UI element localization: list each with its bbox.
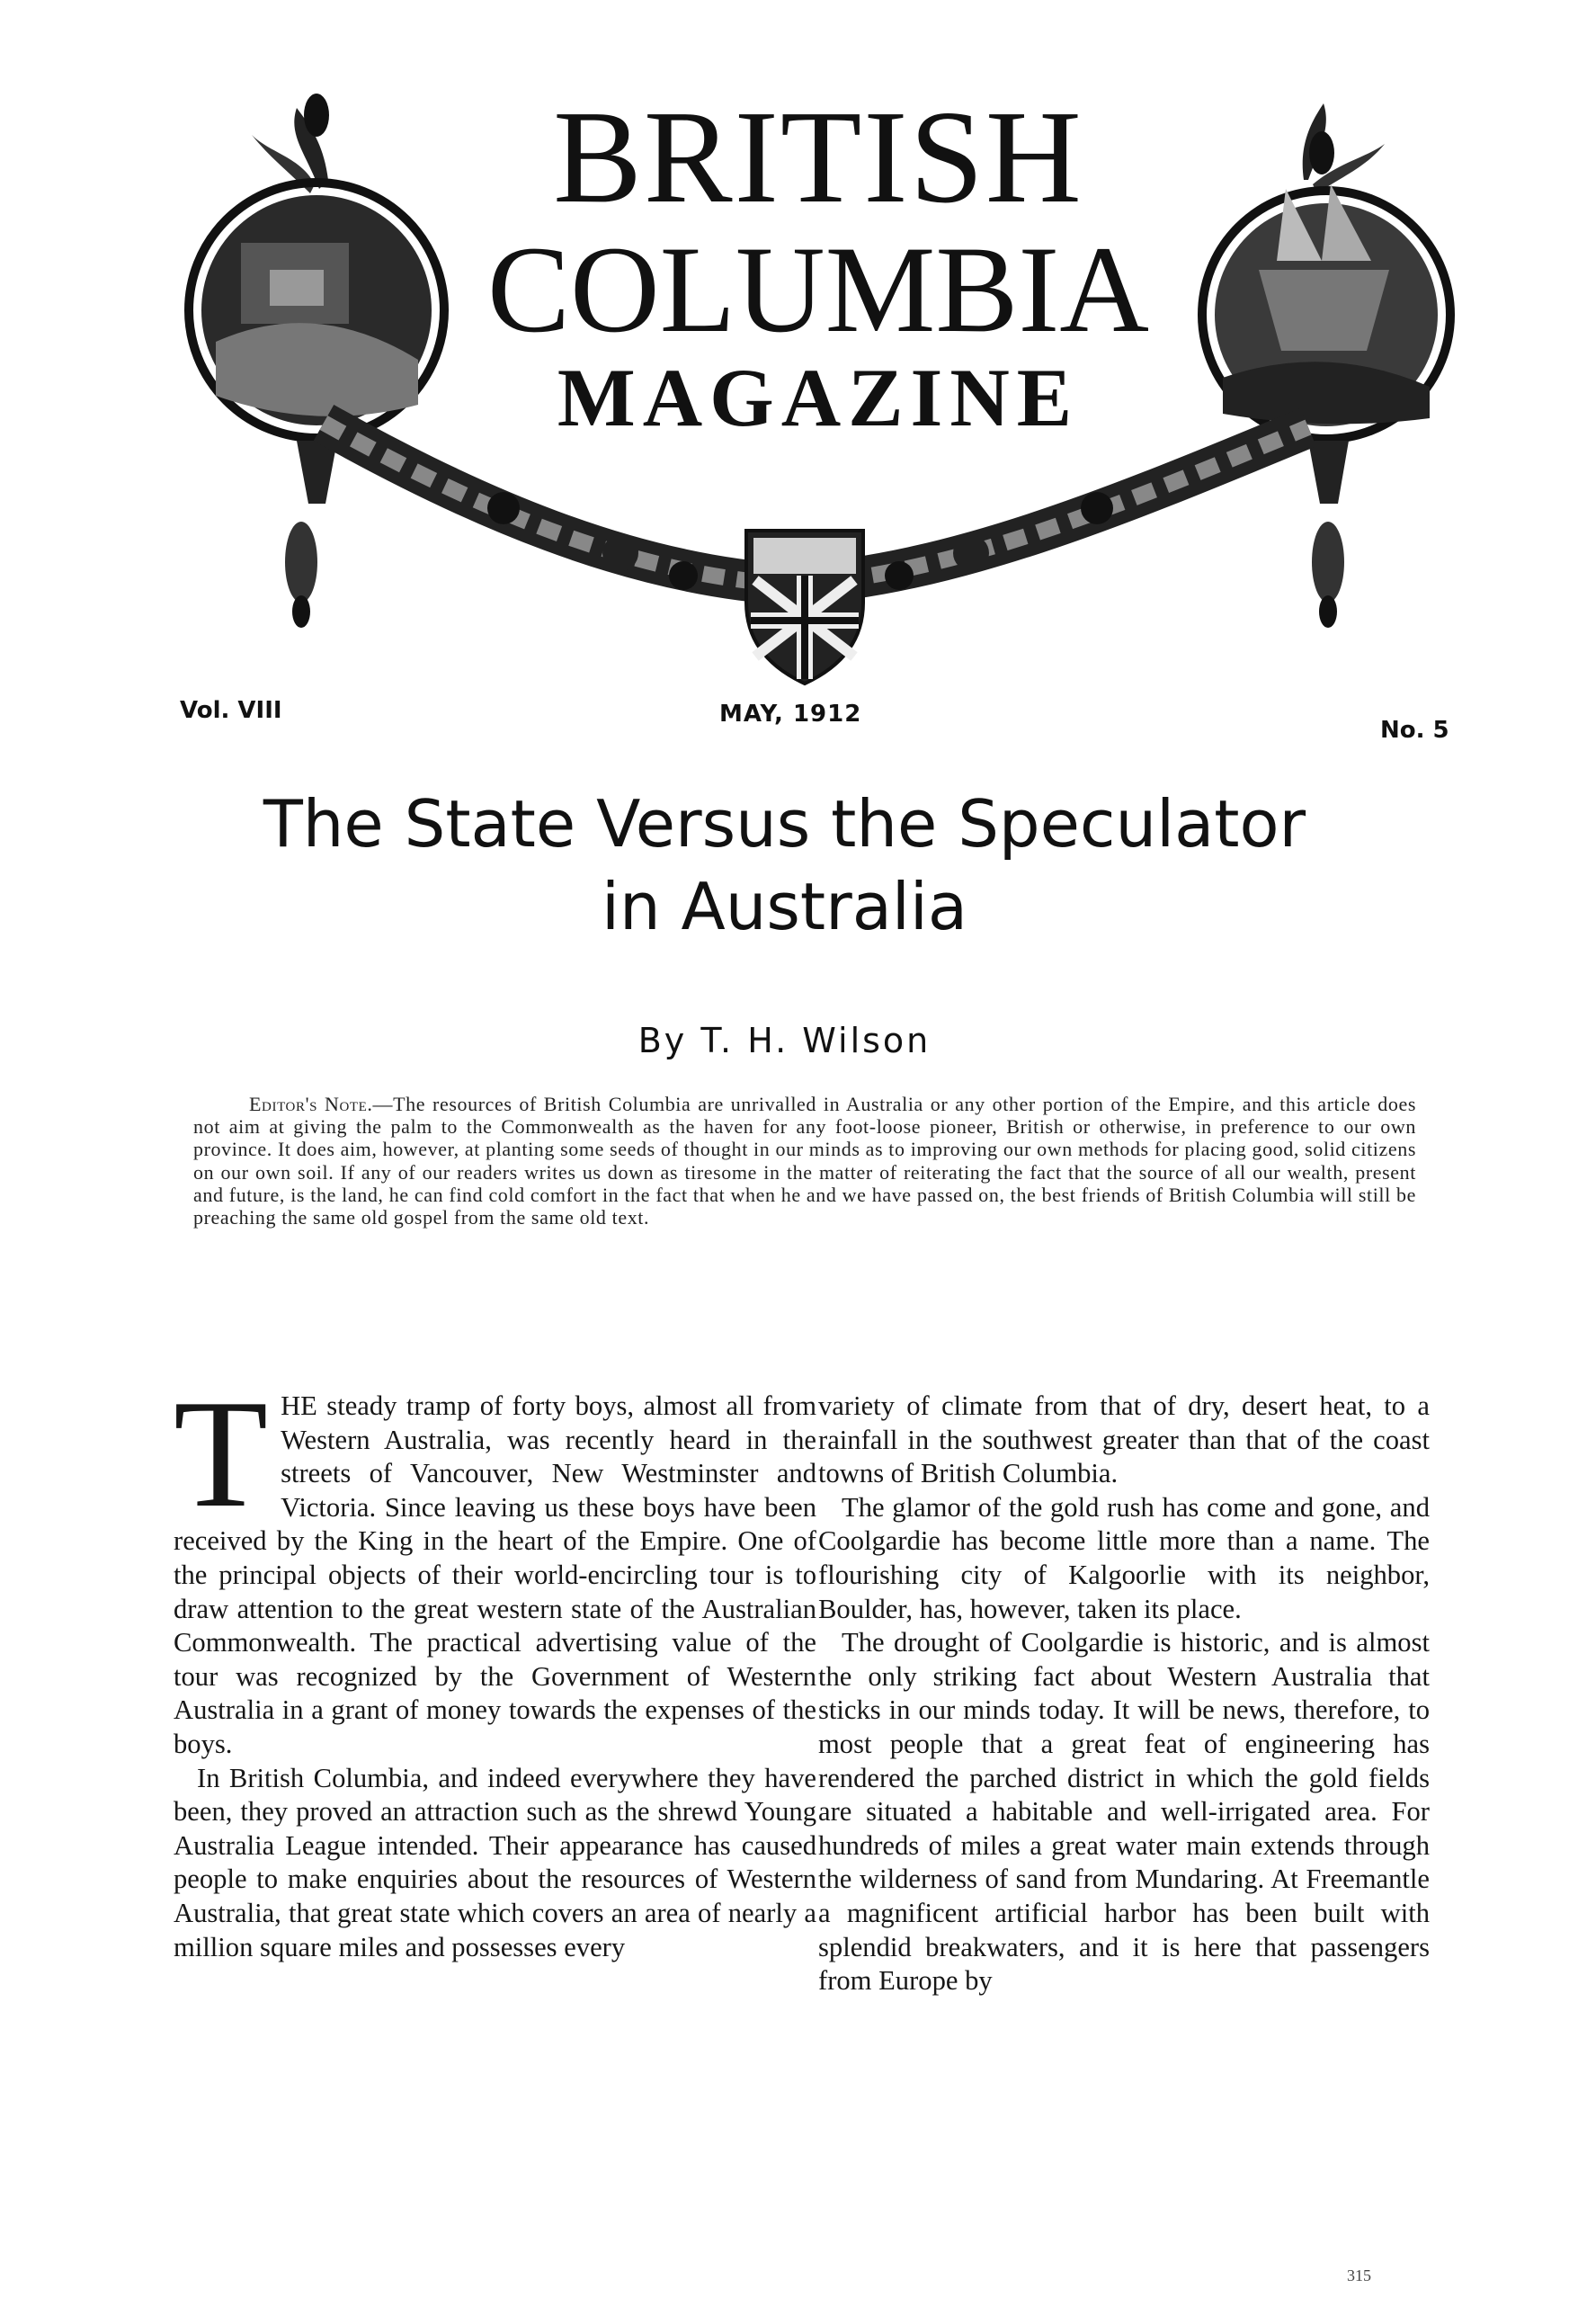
issue-number: No. 5 — [1380, 717, 1449, 744]
drop-cap: T — [174, 1369, 269, 1540]
left-medallion — [189, 94, 444, 628]
byline: By T. H. Wilson — [637, 1021, 932, 1060]
editors-note-text: —The resources of British Columbia are unrivalled in Australia or any other portion of the Empire, and this article does not aim at giving the palm to the Commonwealth as the haven for any foot-loose pioneer, British or otherwise, in preference to our own province. It does aim, however, at planting some seeds of thought in our minds as to improving our own methods for placing good, solid citizens on our own soil. If any of our readers writes us down as tiresome in the matter of reiterating the fact that the source of all our wealth, present and future, is the land, he can find cold comfort in the fact that when he and we have passed on, the best friends of British Columbia will still be preaching the same old gospel from the same old text. — [193, 1093, 1417, 1229]
page-number: 315 — [1347, 2266, 1371, 2284]
article-title-line1: The State Versus the Speculator — [263, 786, 1306, 862]
paragraph — [174, 1369, 816, 1762]
editors-note — [193, 1093, 1416, 1229]
article-title — [162, 782, 1407, 948]
masthead — [0, 0, 1569, 702]
article-title-line2: in Australia — [601, 869, 967, 944]
masthead-line1: BRITISH — [553, 84, 1083, 231]
union-jack-shield — [746, 531, 863, 684]
left-column — [174, 1369, 816, 1964]
volume-label: Vol. VIII — [180, 697, 282, 724]
paragraph-text: HE steady tramp of forty boys, almost all from Western Australia, was recently heard in the streets of Vancouver, New Westminster and Victoria. Since leaving us these boys have been received by the King in the heart of the Empire. One of the principal objects of their world-encircling tour is to draw attention to the great western state of the Australian Commonwealth. The practical advertising value of the tour was recognized by the Government of Western Australia in a grant of money towards the expenses of the boys. — [174, 1390, 816, 1759]
paragraph: variety of climate from that of dry, desert heat, to a rainfall in the southwest greater than that of the coast towns of British Columbia. — [818, 1390, 1430, 1489]
right-medallion — [1202, 103, 1450, 628]
magazine-title — [423, 84, 1214, 443]
paragraph: The drought of Coolgardie is historic, and is almost the only striking fact about Western Australia that sticks in our minds today. It will be news, therefore, to most people that a great feat of engineering has rendered the parched district in which the gold fields are situated a habitable and well-irrigated area. For hundreds of miles a great water main extends through the wilderness of sand from Mundaring. At Freemantle a magnificent artificial harbor has been built with splendid breakwaters, and it is here that passengers from Europe by — [818, 1627, 1430, 1997]
issue-info — [0, 697, 1569, 742]
paragraph: In British Columbia, and indeed everywhere they have been, they proved an attraction such as the shrewd Young Australia League intended. Their appearance has caused people to make enquiries about the resources of Western Australia, that great state which covers an area of nearly a million square miles and possesses every — [174, 1762, 816, 1962]
masthead-line2: COLUMBIA — [486, 220, 1150, 358]
paragraph: The glamor of the gold rush has come and gone, and Coolgardie has become little more than a name. The flourishing city of Kalgoorlie with its neighbor, Boulder, has, however, taken its place. — [818, 1491, 1430, 1624]
masthead-line3: MAGAZINE — [557, 352, 1080, 443]
editors-note-lead: Editor's Note. — [249, 1093, 373, 1115]
issue-date: MAY, 1912 — [719, 701, 862, 728]
right-column — [818, 1390, 1430, 1998]
